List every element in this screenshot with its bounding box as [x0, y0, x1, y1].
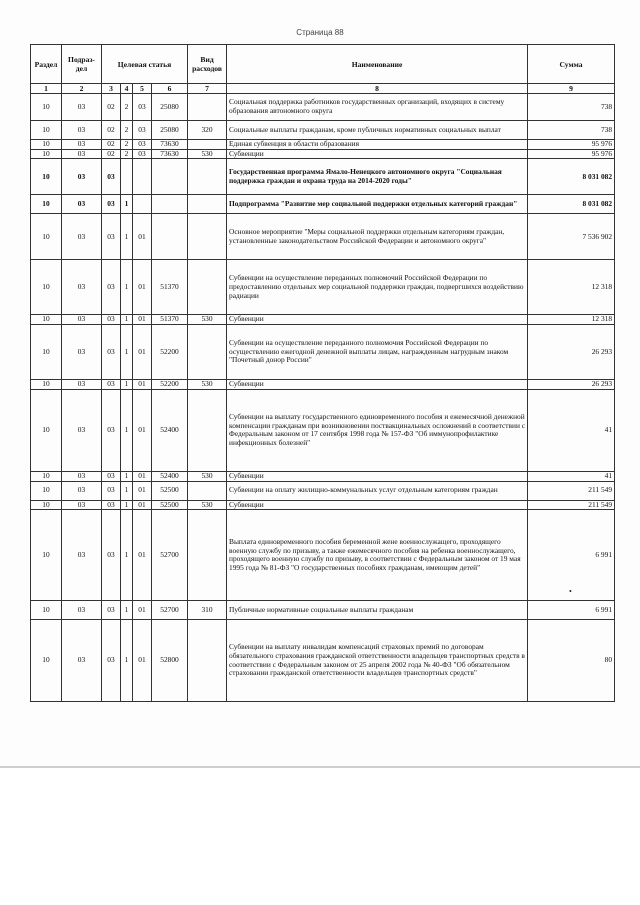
table-row: [31, 260, 615, 315]
cell-program: 03: [102, 260, 121, 315]
cell-podrazdel: 03: [62, 260, 102, 315]
cell-direction: [152, 159, 188, 195]
header-podrazdel: Подраз- дел: [62, 45, 102, 84]
cell-name: Основное мероприятие "Меры социальной поддержки отдельным категориям граждан, установленные законодательством Российской Федерации и автономного округа": [227, 214, 528, 260]
table-row: [31, 380, 615, 390]
cell-vid: [188, 140, 227, 150]
cell-razdel: 10: [31, 260, 62, 315]
cell-program: 03: [102, 315, 121, 325]
cell-direction: 52800: [152, 620, 188, 702]
cell-subprogram: 1: [121, 481, 133, 500]
cell-name: Социальные выплаты гражданам, кроме публичных нормативных социальных выплат: [227, 121, 528, 140]
cell-event: [133, 159, 152, 195]
col-number: 2: [62, 84, 102, 94]
cell-podrazdel: 03: [62, 510, 102, 601]
cell-subprogram: 2: [121, 94, 133, 121]
cell-direction: 52700: [152, 510, 188, 601]
cell-vid: [188, 94, 227, 121]
cell-direction: [152, 195, 188, 214]
budget-table: [30, 44, 615, 702]
cell-subprogram: 1: [121, 510, 133, 601]
cell-name: Субвенции: [227, 500, 528, 510]
cell-vid: [188, 325, 227, 380]
cell-name: Выплата единовременного пособия беременной жене военнослужащего, проходящего военную службу по призыву, а также ежемесячного пособия на ребенка военнослужащего, проходящего военную службу по призыву, в соответствии с Федеральным законом от 19 мая 1995 года № 81-ФЗ "О государственных пособиях гражданам, имеющим детей": [227, 510, 528, 601]
cell-name: Субвенции: [227, 471, 528, 481]
cell-podrazdel: 03: [62, 315, 102, 325]
cell-program: 03: [102, 380, 121, 390]
cell-subprogram: 1: [121, 601, 133, 620]
header-row: [31, 45, 615, 84]
cell-program: 02: [102, 94, 121, 121]
cell-program: 02: [102, 149, 121, 159]
cell-subprogram: 2: [121, 149, 133, 159]
cell-vid: [188, 481, 227, 500]
table-row: [31, 159, 615, 195]
table-row: [31, 389, 615, 471]
table-row: [31, 140, 615, 150]
cell-vid: 530: [188, 500, 227, 510]
cell-subprogram: 1: [121, 315, 133, 325]
cell-razdel: 10: [31, 214, 62, 260]
cell-razdel: 10: [31, 380, 62, 390]
cell-vid: [188, 159, 227, 195]
cell-event: 01: [133, 214, 152, 260]
header-razdel: Раздел: [31, 45, 62, 84]
cell-sum: 12 318: [528, 315, 615, 325]
cell-vid: 530: [188, 380, 227, 390]
col-number: 7: [188, 84, 227, 94]
table-row: [31, 620, 615, 702]
cell-event: 01: [133, 389, 152, 471]
cell-subprogram: 1: [121, 214, 133, 260]
cell-direction: [152, 214, 188, 260]
cell-direction: 73630: [152, 149, 188, 159]
cell-razdel: 10: [31, 159, 62, 195]
page-number: Страница 88: [296, 28, 344, 37]
cell-direction: 25080: [152, 121, 188, 140]
cell-sum: 738: [528, 94, 615, 121]
cell-event: 01: [133, 260, 152, 315]
cell-direction: 52500: [152, 481, 188, 500]
cell-razdel: 10: [31, 601, 62, 620]
table-row: [31, 214, 615, 260]
cell-direction: 51370: [152, 260, 188, 315]
page-edge: [0, 766, 640, 768]
cell-direction: 51370: [152, 315, 188, 325]
cell-subprogram: 1: [121, 389, 133, 471]
cell-vid: [188, 260, 227, 315]
cell-name: Подпрограмма "Развитие мер социальной поддержки отдельных категорий граждан": [227, 195, 528, 214]
header-naim: Наименование: [227, 45, 528, 84]
cell-sum: 211 549: [528, 481, 615, 500]
cell-sum: 95 976: [528, 140, 615, 150]
table-row: [31, 94, 615, 121]
cell-program: 03: [102, 159, 121, 195]
cell-podrazdel: 03: [62, 620, 102, 702]
table-row: [31, 149, 615, 159]
cell-event: 01: [133, 601, 152, 620]
cell-subprogram: 2: [121, 140, 133, 150]
cell-subprogram: [121, 159, 133, 195]
cell-direction: 25080: [152, 94, 188, 121]
cell-direction: 52500: [152, 500, 188, 510]
cell-sum: 12 318: [528, 260, 615, 315]
cell-event: 01: [133, 481, 152, 500]
cell-name: Субвенции на осуществление переданных полномочий Российской Федерации по предоставлению отдельных мер социальной поддержки граждан, подвергшихся воздействию радиации: [227, 260, 528, 315]
col-number: 6: [152, 84, 188, 94]
cell-razdel: 10: [31, 481, 62, 500]
cell-podrazdel: 03: [62, 325, 102, 380]
cell-vid: [188, 195, 227, 214]
cell-sum: 26 293: [528, 325, 615, 380]
cell-program: 02: [102, 121, 121, 140]
cell-podrazdel: 03: [62, 195, 102, 214]
cell-event: 01: [133, 325, 152, 380]
cell-program: 03: [102, 601, 121, 620]
cell-name: Субвенции: [227, 315, 528, 325]
table-body: [31, 94, 615, 702]
table-row: [31, 510, 615, 601]
cell-sum: 211 549: [528, 500, 615, 510]
cell-program: 03: [102, 195, 121, 214]
col-number: 9: [528, 84, 615, 94]
cell-subprogram: 1: [121, 471, 133, 481]
scan-mark: •: [569, 587, 572, 596]
cell-direction: 52400: [152, 389, 188, 471]
cell-sum: 80: [528, 620, 615, 702]
cell-program: 03: [102, 389, 121, 471]
cell-name: Публичные нормативные социальные выплаты гражданам: [227, 601, 528, 620]
col-number: 3: [102, 84, 121, 94]
cell-podrazdel: 03: [62, 601, 102, 620]
col-number: 1: [31, 84, 62, 94]
col-number: 5: [133, 84, 152, 94]
table-row: [31, 315, 615, 325]
cell-event: 03: [133, 94, 152, 121]
cell-name: Социальная поддержка работников государственных организаций, входящих в систему образования автономного округа: [227, 94, 528, 121]
cell-name: Единая субвенция в области образования: [227, 140, 528, 150]
cell-event: 01: [133, 620, 152, 702]
cell-subprogram: 2: [121, 121, 133, 140]
cell-sum: 6 991: [528, 601, 615, 620]
cell-name: Субвенции на осуществление переданного полномочия Российской Федерации по осуществлению ежегодной денежной выплаты лицам, награжденным нагрудным знаком "Почетный донор России": [227, 325, 528, 380]
cell-podrazdel: 03: [62, 500, 102, 510]
cell-vid: [188, 620, 227, 702]
cell-razdel: 10: [31, 620, 62, 702]
cell-subprogram: 1: [121, 325, 133, 380]
cell-sum: 738: [528, 121, 615, 140]
cell-event: 03: [133, 140, 152, 150]
cell-subprogram: 1: [121, 260, 133, 315]
table-row: [31, 601, 615, 620]
cell-podrazdel: 03: [62, 214, 102, 260]
cell-name: Субвенции: [227, 380, 528, 390]
cell-razdel: 10: [31, 121, 62, 140]
header-tselevaya: Целевая статья: [102, 45, 188, 84]
cell-direction: 52700: [152, 601, 188, 620]
cell-podrazdel: 03: [62, 481, 102, 500]
cell-program: 03: [102, 500, 121, 510]
table-row: [31, 500, 615, 510]
cell-direction: 52200: [152, 380, 188, 390]
cell-sum: 95 976: [528, 149, 615, 159]
header-vid: Вид расходов: [188, 45, 227, 84]
cell-program: 03: [102, 325, 121, 380]
cell-subprogram: 1: [121, 195, 133, 214]
cell-sum: 26 293: [528, 380, 615, 390]
header-summa: Сумма: [528, 45, 615, 84]
cell-sum: 8 031 082: [528, 195, 615, 214]
cell-event: 01: [133, 315, 152, 325]
cell-name: Государственная программа Ямало-Ненецкого автономного округа "Социальная поддержка граждан и охрана труда на 2014-2020 годы": [227, 159, 528, 195]
cell-event: 03: [133, 149, 152, 159]
cell-subprogram: 1: [121, 380, 133, 390]
cell-vid: [188, 510, 227, 601]
cell-razdel: 10: [31, 149, 62, 159]
cell-sum: 6 991: [528, 510, 615, 601]
cell-event: 01: [133, 471, 152, 481]
table-row: [31, 121, 615, 140]
col-number: 8: [227, 84, 528, 94]
cell-vid: [188, 389, 227, 471]
cell-program: 03: [102, 471, 121, 481]
cell-razdel: 10: [31, 94, 62, 121]
cell-name: Субвенции на выплату государственного единовременного пособия и ежемесячной денежной компенсации гражданам при возникновении поствакцинальных осложнений в соответствии с Федеральным законом от 17 сентября 1998 года № 157-ФЗ "Об иммунопрофилактике инфекционных болезней": [227, 389, 528, 471]
cell-razdel: 10: [31, 389, 62, 471]
cell-podrazdel: 03: [62, 149, 102, 159]
cell-razdel: 10: [31, 325, 62, 380]
cell-podrazdel: 03: [62, 121, 102, 140]
cell-vid: 310: [188, 601, 227, 620]
cell-vid: 320: [188, 121, 227, 140]
table-row: [31, 471, 615, 481]
cell-event: [133, 195, 152, 214]
cell-program: 03: [102, 481, 121, 500]
cell-program: 03: [102, 510, 121, 601]
cell-sum: 7 536 902: [528, 214, 615, 260]
cell-podrazdel: 03: [62, 140, 102, 150]
cell-direction: 73630: [152, 140, 188, 150]
cell-sum: 41: [528, 389, 615, 471]
cell-subprogram: 1: [121, 500, 133, 510]
cell-podrazdel: 03: [62, 471, 102, 481]
cell-sum: 41: [528, 471, 615, 481]
cell-podrazdel: 03: [62, 389, 102, 471]
cell-vid: 530: [188, 149, 227, 159]
cell-razdel: 10: [31, 195, 62, 214]
cell-subprogram: 1: [121, 620, 133, 702]
cell-razdel: 10: [31, 500, 62, 510]
cell-direction: 52400: [152, 471, 188, 481]
cell-direction: 52200: [152, 325, 188, 380]
cell-event: 01: [133, 500, 152, 510]
cell-razdel: 10: [31, 315, 62, 325]
cell-program: 03: [102, 214, 121, 260]
cell-event: 01: [133, 380, 152, 390]
cell-event: 03: [133, 121, 152, 140]
cell-vid: 530: [188, 315, 227, 325]
table-row: [31, 481, 615, 500]
column-number-row: [31, 84, 615, 94]
cell-name: Субвенции: [227, 149, 528, 159]
cell-vid: [188, 214, 227, 260]
cell-podrazdel: 03: [62, 94, 102, 121]
cell-program: 02: [102, 140, 121, 150]
table-row: [31, 325, 615, 380]
cell-event: 01: [133, 510, 152, 601]
cell-vid: 530: [188, 471, 227, 481]
cell-podrazdel: 03: [62, 159, 102, 195]
cell-razdel: 10: [31, 140, 62, 150]
cell-sum: 8 031 082: [528, 159, 615, 195]
cell-name: Субвенции на оплату жилищно-коммунальных услуг отдельным категориям граждан: [227, 481, 528, 500]
cell-name: Субвенции на выплату инвалидам компенсаций страховых премий по договорам обязательного страхования гражданской ответственности владельцев транспортных средств в соответствии с Федеральным законом от 25 апреля 2002 года № 40-ФЗ "Об обязательном страховании гражданской ответственности владельцев транспортных средств": [227, 620, 528, 702]
table-row: [31, 195, 615, 214]
col-number: 4: [121, 84, 133, 94]
cell-podrazdel: 03: [62, 380, 102, 390]
cell-razdel: 10: [31, 471, 62, 481]
cell-razdel: 10: [31, 510, 62, 601]
cell-program: 03: [102, 620, 121, 702]
